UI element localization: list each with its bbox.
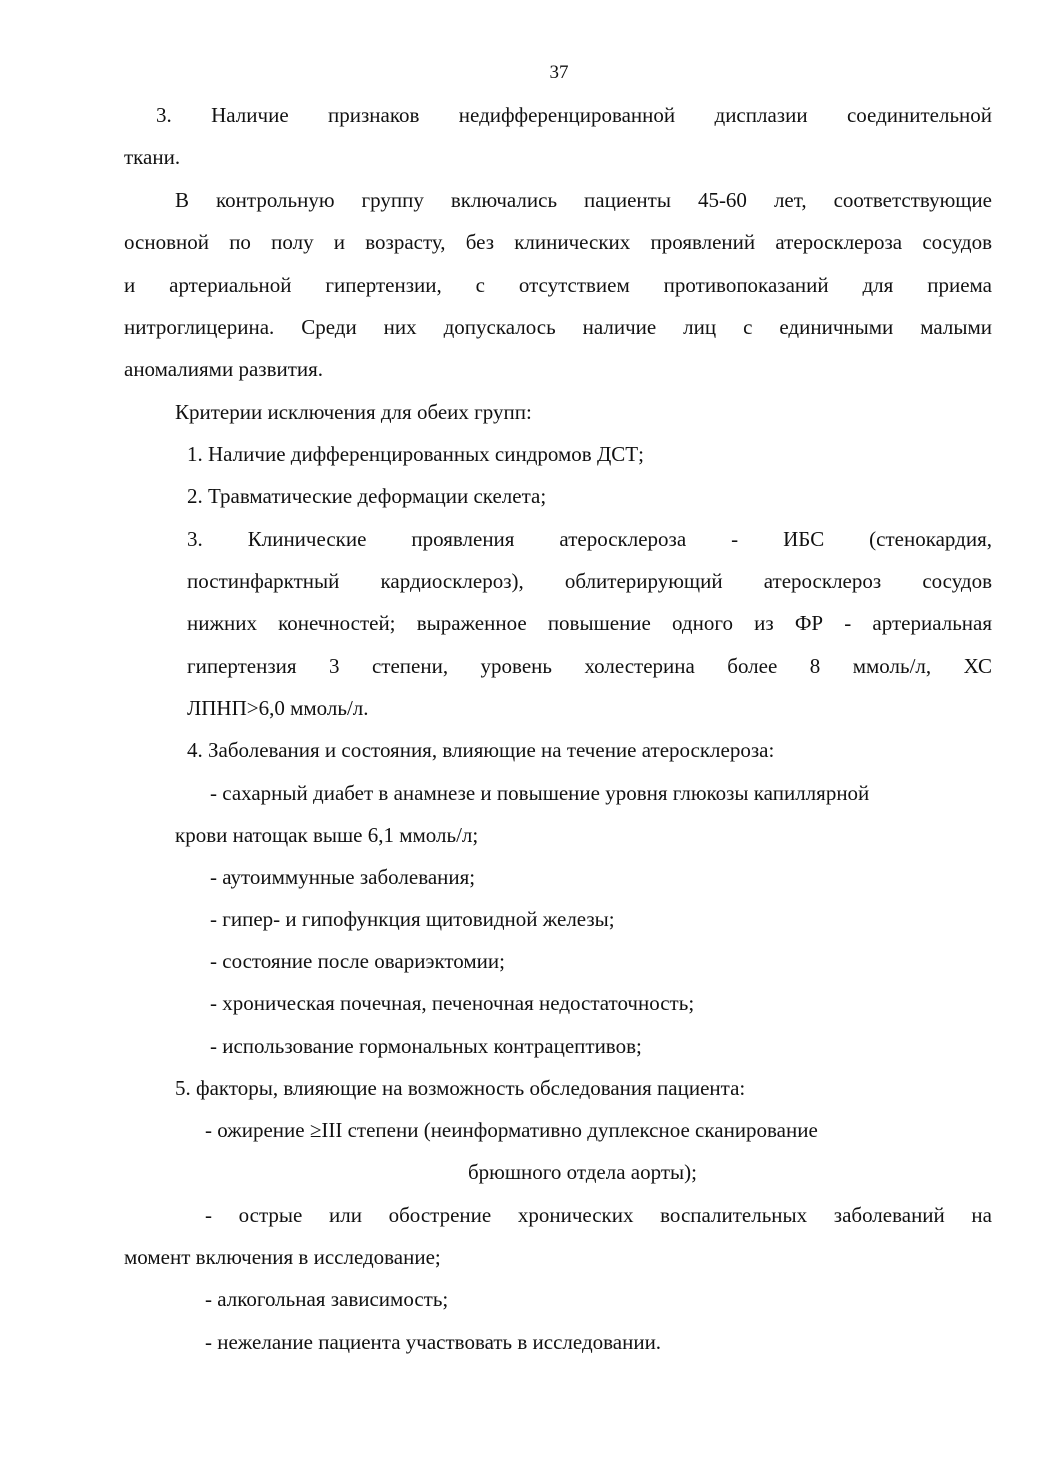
text-line: 3. Наличие признаков недифференцированной дисплазии соединительной	[156, 103, 992, 127]
list-item: 5. факторы, влияющие на возможность обследования пациента:	[175, 1076, 746, 1100]
sub-list-item: - аутоиммунные заболевания;	[210, 865, 476, 889]
text-line: нитроглицерина. Среди них допускалось наличие лиц с единичными малыми	[124, 315, 992, 339]
sub-list-item: - сахарный диабет в анамнезе и повышение уровня глюкозы капиллярной	[210, 781, 870, 805]
text-line: основной по полу и возрасту, без клинических проявлений атеросклероза сосудов	[124, 230, 992, 254]
sub-list-item: - алкогольная зависимость;	[205, 1287, 449, 1311]
text-line: аномалиями развития.	[124, 357, 324, 381]
text-line: крови натощак выше 6,1 ммоль/л;	[175, 823, 479, 847]
sub-list-item: - нежелание пациента участвовать в исследовании.	[205, 1330, 662, 1354]
text-line: и артериальной гипертензии, с отсутствием противопоказаний для приема	[124, 273, 992, 297]
page-number: 37	[549, 62, 569, 83]
sub-list-item: - гипер- и гипофункция щитовидной железы;	[210, 907, 615, 931]
list-item: 1. Наличие дифференцированных синдромов ДСТ;	[187, 442, 644, 466]
list-item: 2. Травматические деформации скелета;	[187, 484, 547, 508]
sub-list-item: - ожирение ≥III степени (неинформативно дуплексное сканирование	[205, 1118, 818, 1142]
sub-list-item: - острые или обострение хронических воспалительных заболеваний на	[205, 1203, 992, 1227]
sub-list-item: - использование гормональных контрацептивов;	[210, 1034, 642, 1058]
text-line: постинфарктный кардиосклероз), облитерирующий атеросклероз сосудов	[187, 569, 992, 593]
list-item: 3. Клинические проявления атеросклероза - ИБС (стенокардия,	[187, 527, 992, 551]
text-line: нижних конечностей; выраженное повышение одного из ФР - артериальная	[187, 611, 992, 635]
text-line: брюшного отдела аорты);	[468, 1160, 697, 1184]
text-line: гипертензия 3 степени, уровень холестерина более 8 ммоль/л, ХС	[187, 654, 992, 678]
text-line: Критерии исключения для обеих групп:	[175, 400, 532, 424]
text-line: ЛПНП>6,0 ммоль/л.	[187, 696, 369, 720]
list-item: 4. Заболевания и состояния, влияющие на течение атеросклероза:	[187, 738, 775, 762]
sub-list-item: - хроническая почечная, печеночная недостаточность;	[210, 991, 695, 1015]
text-line: В контрольную группу включались пациенты 45-60 лет, соответствующие	[175, 188, 992, 212]
text-line: момент включения в исследование;	[124, 1245, 441, 1269]
text-line: ткани.	[124, 145, 181, 169]
sub-list-item: - состояние после овариэктомии;	[210, 949, 505, 973]
